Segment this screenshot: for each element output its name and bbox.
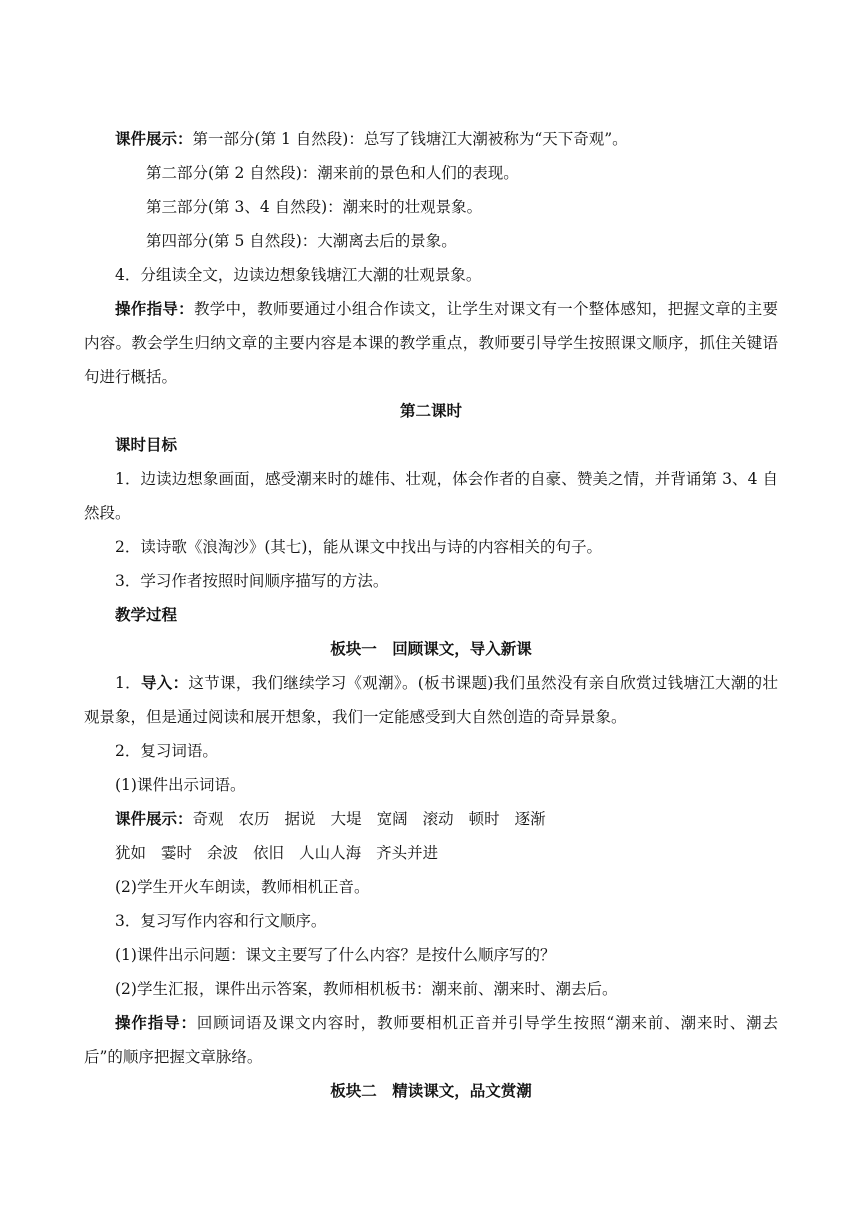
part4-line: 第四部分(第 5 自然段)：大潮离去后的景象。 — [146, 232, 457, 250]
goal-item-1: 1．边读边想象画面，感受潮来时的雄伟、壮观，体会作者的自豪、赞美之情，并背诵第 3、4 自然段。 — [84, 470, 778, 522]
part3-line: 第三部分(第 3、4 自然段)：潮来时的壮观景象。 — [146, 198, 483, 216]
lesson-goals-heading: 课时目标 — [115, 436, 178, 454]
part2-line: 第二部分(第 2 自然段)：潮来前的景色和人们的表现。 — [146, 164, 519, 182]
words-row-1 — [84, 802, 778, 836]
intro-paragraph — [84, 666, 778, 734]
word-item: 依旧 — [253, 844, 285, 862]
review-content-line: 3．复习写作内容和行文顺序。 — [115, 912, 327, 930]
words-row-2 — [84, 836, 778, 870]
word-item: 逐渐 — [514, 810, 546, 828]
part1-text: 第一部分(第 1 自然段)：总写了钱塘江大潮被称为“天下奇观”。 — [192, 130, 628, 148]
document-page — [84, 122, 778, 1108]
courseware-line-part1 — [84, 122, 778, 156]
word-item: 人山人海 — [299, 844, 362, 862]
intro-label: 导入： — [140, 674, 189, 692]
teaching-process-heading: 教学过程 — [115, 606, 178, 624]
word-item: 霎时 — [161, 844, 193, 862]
word-item: 齐头并进 — [376, 844, 439, 862]
operation-guide-label: 操作指导： — [115, 1014, 197, 1032]
show-words-line: (1)课件出示词语。 — [115, 776, 246, 794]
word-item: 犹如 — [115, 844, 147, 862]
word-item: 奇观 — [192, 810, 224, 828]
operation-guide-1 — [84, 292, 778, 394]
word-item: 大堤 — [330, 810, 362, 828]
operation-guide-text: 教学中，教师要通过小组合作读文，让学生对课文有一个整体感知，把握文章的主要内容。教会学生归纳文章的主要内容是本课的教学重点，教师要引导学生按照课文顺序，抓住关键语句进行概括。 — [84, 300, 778, 386]
group-read-line: 4．分组读全文，边读边想象钱塘江大潮的壮观景象。 — [115, 266, 482, 284]
word-item: 农历 — [238, 810, 270, 828]
question-line: (1)课件出示问题：课文主要写了什么内容？是按什么顺序写的？ — [115, 946, 556, 964]
block1-title: 板块一 回顾课文，导入新课 — [330, 640, 532, 658]
words-label: 课件展示： — [115, 810, 193, 828]
word-item: 据说 — [284, 810, 316, 828]
word-item: 宽阔 — [376, 810, 408, 828]
lesson2-title: 第二课时 — [399, 402, 462, 420]
operation-guide-2 — [84, 1006, 778, 1074]
intro-number: 1． — [115, 674, 141, 692]
word-item: 滚动 — [422, 810, 454, 828]
block2-title: 板块二 精读课文，品文赏潮 — [330, 1082, 532, 1100]
intro-text: 这节课，我们继续学习《观潮》。(板书课题)我们虽然没有亲自欣赏过钱塘江大潮的壮观景象，但是通过阅读和展开想象，我们一定能感受到大自然创造的奇异景象。 — [84, 674, 778, 726]
goal-item-2: 2．读诗歌《浪淘沙》(其七)，能从课文中找出与诗的内容相关的句子。 — [115, 538, 602, 556]
word-item: 顿时 — [468, 810, 500, 828]
read-aloud-line: (2)学生开火车朗读，教师相机正音。 — [115, 878, 370, 896]
word-item: 余波 — [207, 844, 239, 862]
goal-item-3: 3．学习作者按照时间顺序描写的方法。 — [115, 572, 389, 590]
report-line: (2)学生汇报，课件出示答案，教师相机板书：潮来前、潮来时、潮去后。 — [115, 980, 618, 998]
operation-guide-label: 操作指导： — [115, 300, 194, 318]
review-words-line: 2．复习词语。 — [115, 742, 218, 760]
courseware-label: 课件展示： — [115, 130, 193, 148]
operation-guide-text: 回顾词语及课文内容时，教师要相机正音并引导学生按照“潮来前、潮来时、潮去后”的顺序把握文章脉络。 — [84, 1014, 778, 1066]
